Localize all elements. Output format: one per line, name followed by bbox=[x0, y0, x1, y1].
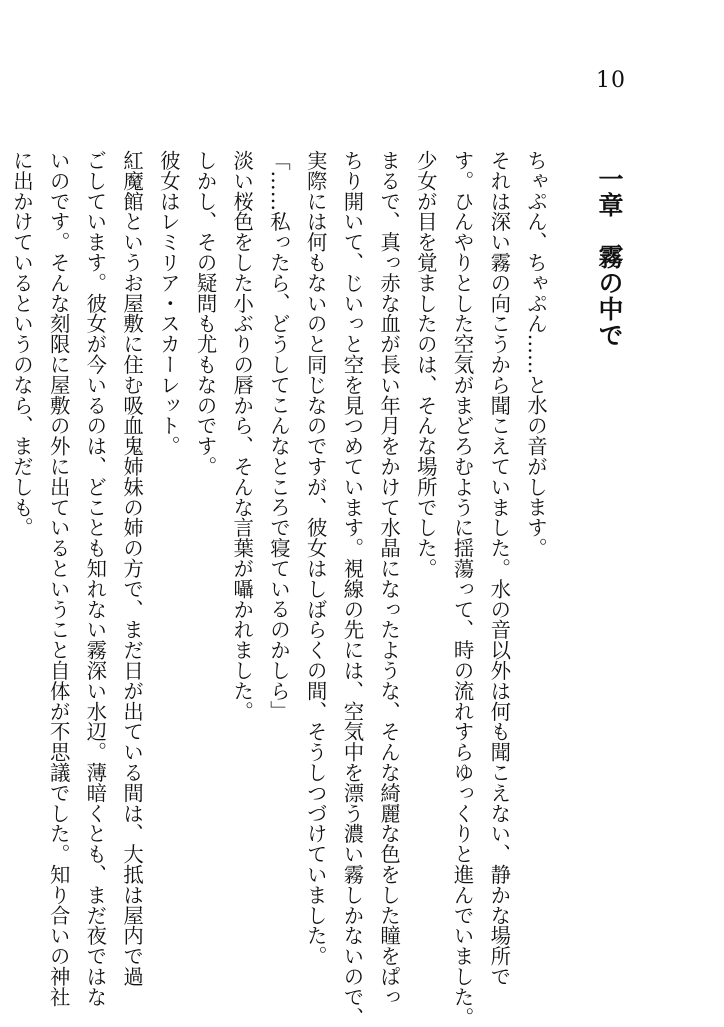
text-line: 実際には何もないのと同じなのですが、彼女はしばらくの間、そうしつづけていました。 bbox=[303, 150, 328, 966]
text-line: 「……私ったら、どうしてこんなところで寝ているのかしら」 bbox=[266, 150, 291, 722]
body-text bbox=[3, 150, 554, 1027]
text-line: ちり開いて、じいっと空を見つめています。視線の先には、空気中を漂う濃い霧しかないので、 bbox=[340, 150, 365, 1027]
text-line: に出かけているというのなら、まだしも。 bbox=[9, 150, 34, 538]
page-number: 10 bbox=[596, 68, 626, 93]
text-line: 紅魔館というお屋敷に住む吸血鬼姉妹の姉の方で、まだ日が出ている間は、大抵は屋内で過 bbox=[120, 150, 145, 987]
text-line: 少女が目を覚ましたのは、そんな場所でした。 bbox=[413, 150, 438, 579]
text-line: 淡い桜色をした小ぶりの唇から、そんな言葉が囁かれました。 bbox=[230, 150, 255, 722]
text-line: す。ひんやりとした空気がまどろむように揺蕩って、時の流れすらゆっくりと進んでいました。 bbox=[450, 150, 475, 1027]
text-line: いのです。そんな刻限に屋敷の外に出ているということ自体が不思議でした。知り合いの神社 bbox=[46, 150, 71, 1007]
text-line: ごしています。彼女が今いるのは、どことも知れない霧深い水辺。薄暗くとも、まだ夜ではな bbox=[83, 150, 108, 1007]
text-line: ちゃぷん、ちゃぷん……と水の音がします。 bbox=[524, 150, 548, 558]
chapter-title: 一章 霧の中で bbox=[595, 166, 624, 348]
text-line: 彼女はレミリア・スカーレット。 bbox=[156, 150, 181, 456]
text-line: それは深い霧の向こうから聞こえていました。水の音以外は何も聞こえない、静かな場所で bbox=[487, 150, 512, 987]
text-line: しかし、その疑問も尤もなのです。 bbox=[193, 150, 218, 477]
text-line: まるで、真っ赤な血が長い年月をかけて水晶になったような、そんな綺麗な色をした瞳をぱっ bbox=[377, 150, 402, 1007]
